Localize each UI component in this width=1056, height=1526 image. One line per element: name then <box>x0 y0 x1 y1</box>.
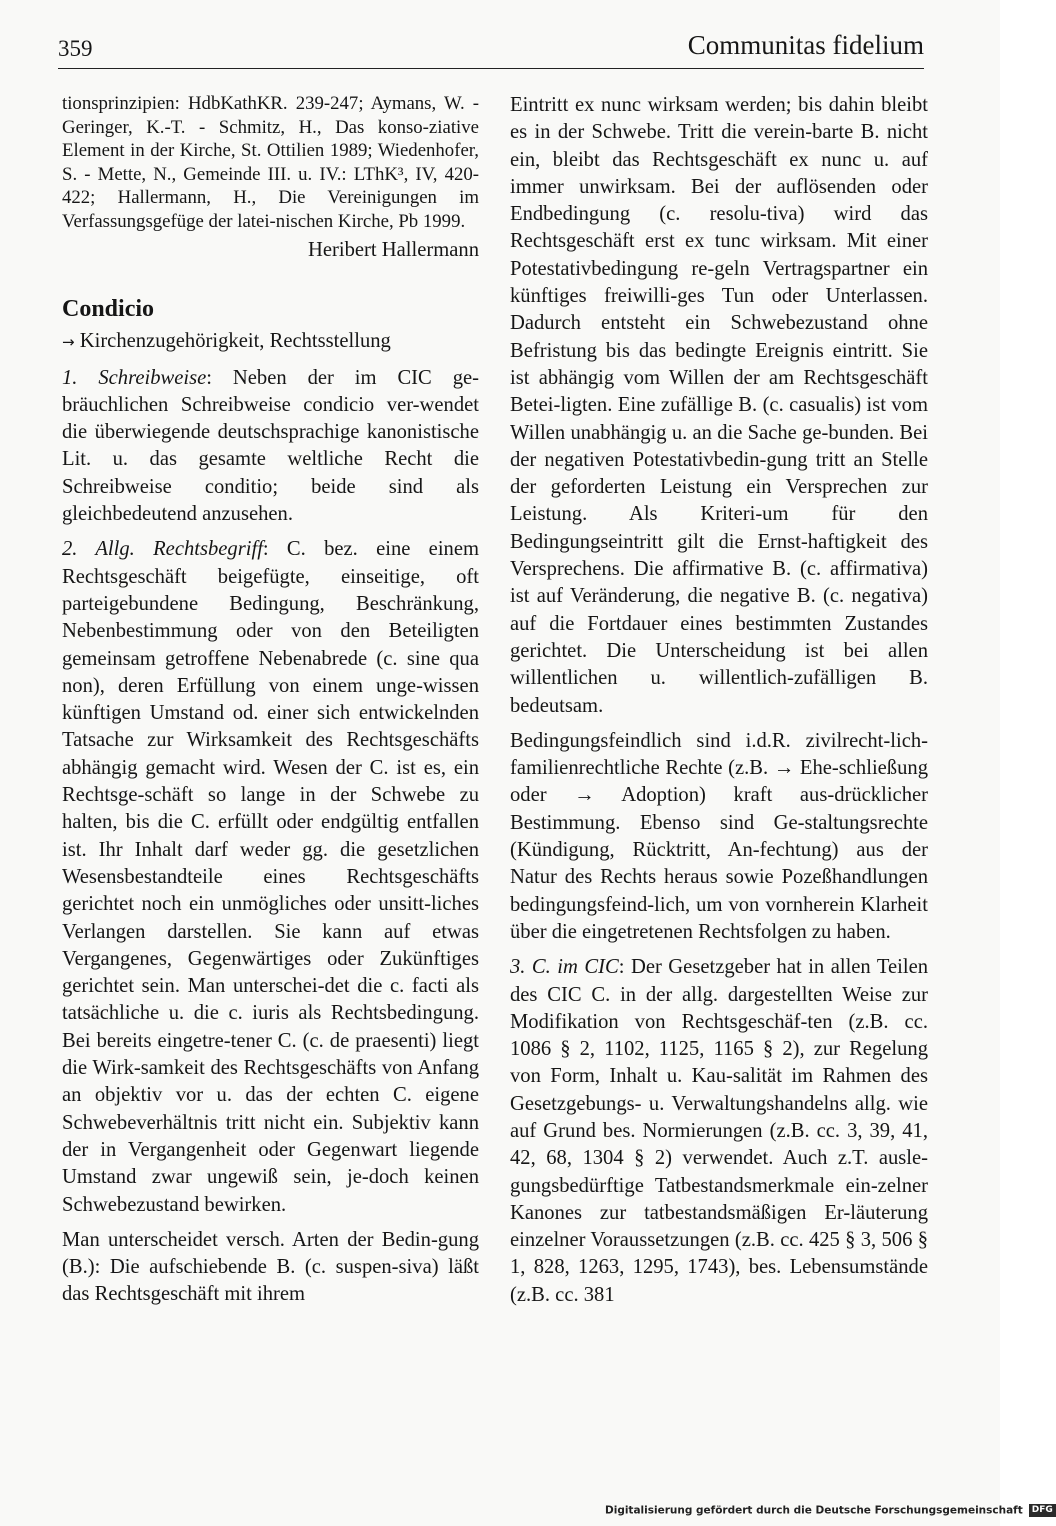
bibliography-tail: tionsprinzipien: HdbKathKR. 239-247; Aymans, W. - Geringer, K.-T. - Schmitz, H., Das konso-ziative Element in der Kirche, St. Ottilien 1989; Wiedenhofer, S. - Mette, N., Gemeinde III. u. IV.: LThK³, IV, 420-422; Hallermann, H., Die Vereinigungen im Verfassungsgefüge der latei-nischen Kirche, Pb 1999. <box>62 93 479 232</box>
section-2-paragraph <box>62 536 479 1218</box>
section-1-paragraph <box>62 365 479 529</box>
section-3-paragraph <box>510 954 928 1309</box>
right-column <box>510 92 928 1317</box>
funding-footer <box>605 1504 1056 1517</box>
funding-note: Digitalisierung gefördert durch die Deutsche Forschungsgemeinschaft <box>605 1504 1023 1517</box>
section-3-label: 3. C. im CIC <box>510 956 619 979</box>
page-number: 359 <box>58 36 93 61</box>
author-signature: Heribert Hallermann <box>308 239 479 261</box>
dfg-logo: DFG <box>1029 1504 1056 1517</box>
section-2-text: : C. bez. eine einem Rechtsgeschäft beigefügte, einseitige, oft parteigebundene Bedingung, Beschränkung, Nebenbestimmung oder von den Beteiligten gemeinsam getroffene Nebenabrede (c. sine qua non), deren Erfüllung von einem unge-wissen künftigen Umstand od. einer sich entwickelnden Tatsache zur Wirksamkeit des Rechtsgeschäfts abhängig gemacht wird. Wesen der C. ist es, ein Rechtsge-schäft so lange in der Schwebe zu halten, bis die C. erfüllt oder endgültig entfallen ist. Ihr Inhalt darf weder gg. die gesetzlichen Wesensbestandteile eines Rechtsgeschäfts gerichtet noch ein unmögliches oder unsitt-liches Verlangen darstellen. Sie kann auf etwas Vergangenes, Gegenwärtiges oder Zukünftiges gerichtet sein. Man unterschei-det die c. facti als tatsächliche u. die c. iuris als Rechtsbedingung. Bei bereits eingetre-tener C. (c. de praesenti) liegt die Wirk-samkeit des Rechtsgeschäfts von Anfang an objektiv vor u. das der echten C. eigene Schwebeverhältnis tritt nicht ein. Subjektiv kann der in Vergangenheit oder Gegenwart liegende Umstand zwar ungewiß sein, je-doch keinen Schwebezustand bewirken. <box>62 538 479 1216</box>
header-rule <box>58 68 924 69</box>
arrow-right-icon: → <box>62 333 75 352</box>
condition-hostile-paragraph: Bedingungsfeindlich sind i.d.R. zivilrecht-lich-familienrechtliche Rechte (z.B. → Ehe-schließung oder → Adoption) kraft aus-drücklicher Bestimmung. Ebenso sind Ge-staltungsrechte (Kündigung, Rücktritt, An-fechtung) aus der Natur des Rechts heraus sowie Pozeßhandlungen bedingungsfeind-lich, um von vornherein Klarheit über die eingetretenen Rechtsfolgen zu haben. <box>510 729 928 943</box>
page-header <box>58 28 924 68</box>
section-1-text: : Neben der im CIC ge-bräuchlichen Schreibweise condicio ver-wendet die überwiegende deutschsprachige kanonistische Lit. u. das gesamte weltliche Recht die Schreibweise conditio; beide sind als gleichbedeutend anzusehen. <box>62 366 479 526</box>
left-column <box>62 92 479 1317</box>
cross-reference <box>62 328 479 356</box>
section-1-label: 1. Schreibweise <box>62 366 207 389</box>
running-title: Communitas fidelium <box>687 30 924 60</box>
section-2-label: 2. Allg. Rechtsbegriff <box>62 538 263 561</box>
section-3-text: : Der Gesetzgeber hat in allen Teilen des CIC C. in der allg. dargestellten Weise zur Modifikation von Rechtsgeschäf-ten (z.B. cc. 1086 § 2, 1102, 1125, 1165 § 2), zur Regelung von Form, Inhalt u. Kau-salität im Rahmen des Gesetzgebungs- u. Verwaltungshandelns allg. wie auf Grund bes. Normierungen (z.B. cc. 3, 39, 41, 42, 68, 1304 § 2) verwendet. Auch z.T. ausle-gungsbedürftige Tatbestandsmerkmale ein-zelner Kanones zur tatbestandsmäßigen Er-läuterung einzelner Voraussetzungen (z.B. cc. 425 § 3, 506 § 1, 828, 1263, 1295, 1743), bes. Lebensumstände (z.B. cc. 381 <box>510 956 929 1306</box>
types-paragraph: Man unterscheidet versch. Arten der Bedin-gung (B.): Die aufschiebende B. (c. suspen-siva) läßt das Rechtsgeschäft mit ihrem <box>62 1228 479 1306</box>
condition-types-paragraph: Eintritt ex nunc wirksam werden; bis dahin bleibt es in der Schwebe. Tritt die verein-barte B. nicht ein, bleibt das Rechtsgeschäft ex nunc u. auf immer unwirksam. Bei der auflösenden oder Endbedingung (c. resolu-tiva) wird das Rechtsgeschäft erst ex tunc wirksam. Mit einer Potestativbedingung re-geln Vertragspartner ein künftiges freiwilli-ges Tun oder Unterlassen. Dadurch entsteht ein Schwebezustand ohne Befristung bis das bedingte Ereignis eintritt. Sie ist abhängig vom Willen der am Rechtsgeschäft Betei-ligten. Eine zufällige B. (c. casualis) ist vom Willen unabhängig u. an die Sache ge-bunden. Bei der negativen Potestativbedin-gung tritt an Stelle der geforderten Leistung ein Versprechen zur Leistung. Als Kriteri-um für den Bedingungseintritt gilt die Ernst-haftigkeit des Versprechens. Die affirmative B. (c. affirmativa) ist auf Veränderung, die negative B. (c. negativa) auf die Fortdauer eines bestimmten Zustandes gerichtet. Die Unterscheidung ist bei allen willentlichen u. willentlich-zufälligen B. bedeutsam. <box>510 94 928 717</box>
cross-reference-text[interactable]: Kirchenzugehörigkeit, Rechtsstellung <box>79 330 391 353</box>
entry-title: Condicio <box>62 296 155 323</box>
